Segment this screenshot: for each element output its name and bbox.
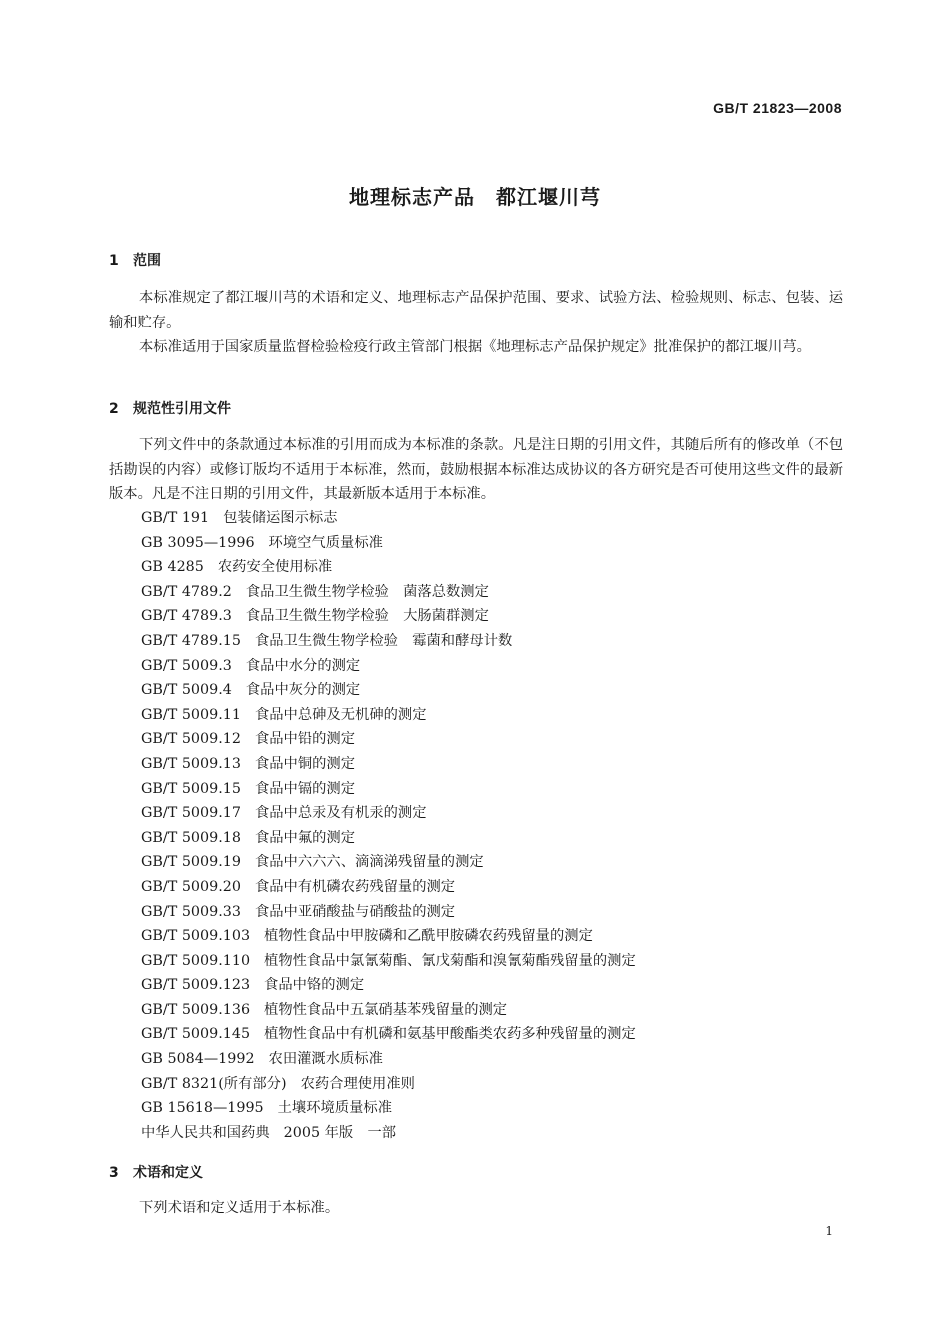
reference-code: GB/T 5009.4: [141, 682, 232, 699]
reference-code: GB/T 5009.11: [141, 706, 241, 723]
reference-title: 包装储运图示标志: [223, 510, 338, 526]
reference-item: [141, 900, 636, 925]
reference-title: 植物性食品中有机磷和氨基甲酸酯类农药多种残留量的测定: [264, 1026, 636, 1043]
reference-item: [141, 555, 636, 580]
reference-code: GB/T 5009.33: [141, 903, 241, 920]
reference-code: GB/T 5009.136: [141, 1001, 251, 1018]
reference-title: 食品中铅的测定: [254, 731, 356, 748]
reference-title: 食品中灰分的测定: [245, 682, 361, 699]
reference-title: 植物性食品中甲胺磷和乙酰甲胺磷农药残留量的测定: [264, 928, 593, 945]
reference-code: GB/T 5009.13: [141, 755, 241, 772]
reference-code: GB/T 4789.15: [141, 632, 241, 649]
reference-title: 植物性食品中氯氰菊酯、氰戊菊酯和溴氰菊酯残留量的测定: [264, 952, 636, 969]
reference-title: 土壤环境质量标准: [277, 1100, 393, 1117]
section-title: 范围: [133, 253, 161, 269]
reference-item: [141, 678, 636, 703]
reference-item: [141, 777, 636, 802]
page-number: 1: [825, 1224, 833, 1238]
reference-code: GB/T 4789.3: [141, 608, 232, 625]
section-2-heading: [109, 398, 231, 418]
reference-item: [141, 924, 636, 949]
reference-title: 食品中亚硝酸盐与硝酸盐的测定: [254, 903, 456, 920]
reference-code: GB/T 5009.145: [141, 1026, 251, 1043]
reference-code: GB/T 191: [141, 510, 210, 526]
section-2-intro: 下列文件中的条款通过本标准的引用而成为本标准的条款。凡是注日期的引用文件，其随后所有的修改单（不包括勘误的内容）或修订版均不适用于本标准，然而，鼓励根据本标准达成协议的各方研究是否可使用这些文件的最新版本。凡是不注日期的引用文件，其最新版本适用于本标准。: [109, 437, 843, 502]
reference-title: 环境空气质量标准: [268, 534, 383, 551]
reference-code: GB 4285: [141, 559, 204, 576]
reference-code: GB 5084—1992: [141, 1051, 255, 1068]
reference-title: 食品中有机磷农药残留量的测定: [254, 878, 456, 895]
reference-item: [141, 850, 636, 875]
reference-item: [141, 1121, 636, 1146]
reference-code: GB/T 5009.3: [141, 657, 232, 674]
reference-item: [141, 727, 636, 752]
reference-title: 食品卫生微生物学检验 霉菌和酵母计数: [254, 632, 513, 649]
section-number: 2: [109, 401, 119, 417]
section-1-paragraph-1: 本标准规定了都江堰川芎的术语和定义、地理标志产品保护范围、要求、试验方法、检验规则、标志、包装、运输和贮存。: [109, 290, 843, 331]
reference-code: GB/T 5009.18: [141, 829, 241, 846]
reference-title: 食品中总砷及无机砷的测定: [254, 706, 427, 723]
reference-item: [141, 703, 636, 728]
reference-item: [141, 801, 636, 826]
reference-item: [141, 604, 636, 629]
section-title: 术语和定义: [133, 1165, 203, 1181]
reference-code: GB/T 5009.19: [141, 854, 241, 871]
reference-title: 食品中铬的测定: [264, 977, 365, 994]
reference-item: [141, 826, 636, 851]
reference-code: GB/T 5009.103: [141, 928, 251, 945]
section-3-heading: [109, 1162, 203, 1182]
reference-item: [141, 1022, 636, 1047]
reference-code: GB/T 5009.17: [141, 805, 241, 822]
reference-item: [141, 998, 636, 1023]
reference-code: GB/T 8321(所有部分): [141, 1075, 287, 1092]
reference-code: GB 3095—1996: [141, 534, 255, 551]
reference-item: [141, 752, 636, 777]
reference-code: 中华人民共和国药典: [141, 1124, 270, 1141]
section-1-paragraph-2: 本标准适用于国家质量监督检验检疫行政主管部门根据《地理标志产品保护规定》批准保护的都江堰川芎。: [139, 339, 811, 355]
reference-title: 食品卫生微生物学检验 菌落总数测定: [245, 583, 489, 600]
reference-code: GB 15618—1995: [141, 1100, 264, 1117]
reference-item: [141, 654, 636, 679]
reference-code: GB/T 5009.110: [141, 952, 251, 969]
section-title: 规范性引用文件: [133, 401, 231, 417]
reference-title: 食品中氟的测定: [254, 829, 356, 846]
reference-item: [141, 973, 636, 998]
section-number: 3: [109, 1165, 119, 1181]
reference-code: GB/T 5009.123: [141, 977, 251, 994]
reference-item: [141, 1047, 636, 1072]
reference-item: [141, 506, 636, 531]
reference-item: [141, 1072, 636, 1097]
section-1-heading: [109, 250, 161, 270]
reference-code: GB/T 4789.2: [141, 583, 232, 600]
reference-title: 食品中镉的测定: [254, 780, 356, 797]
reference-title: 农药合理使用准则: [300, 1075, 415, 1092]
reference-item: [141, 1096, 636, 1121]
reference-title: 植物性食品中五氯硝基苯残留量的测定: [264, 1001, 508, 1018]
reference-item: [141, 949, 636, 974]
standard-code: GB/T 21823—2008: [713, 100, 842, 116]
reference-code: GB/T 5009.20: [141, 878, 241, 895]
reference-code: GB/T 5009.15: [141, 780, 241, 797]
reference-item: [141, 875, 636, 900]
reference-title: 食品中总汞及有机汞的测定: [254, 805, 427, 822]
section-number: 1: [109, 253, 119, 269]
reference-title: 食品中铜的测定: [254, 755, 356, 772]
reference-title: 食品卫生微生物学检验 大肠菌群测定: [245, 608, 489, 625]
reference-item: [141, 580, 636, 605]
section-3-intro: 下列术语和定义适用于本标准。: [139, 1200, 340, 1216]
reference-item: [141, 531, 636, 556]
reference-title: 食品中六六六、滴滴涕残留量的测定: [254, 854, 484, 871]
document-title: 地理标志产品 都江堰川芎: [349, 185, 601, 209]
normative-reference-list: [141, 506, 636, 1145]
reference-title: 2005 年版 一部: [283, 1124, 397, 1141]
reference-title: 农田灌溉水质标准: [268, 1051, 383, 1068]
reference-code: GB/T 5009.12: [141, 731, 241, 748]
reference-title: 农药安全使用标准: [217, 559, 333, 576]
reference-title: 食品中水分的测定: [245, 657, 361, 674]
reference-item: [141, 629, 636, 654]
